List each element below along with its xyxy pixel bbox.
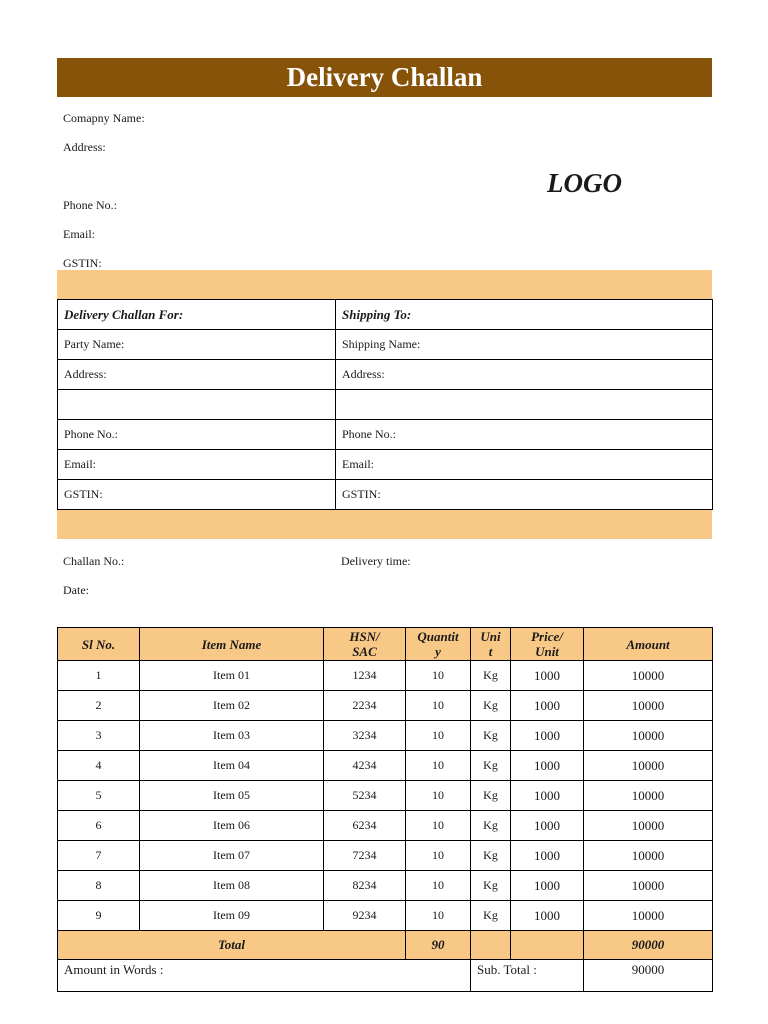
quantity-cell: 10 — [406, 841, 471, 871]
table-row — [58, 721, 713, 751]
unit-cell: Kg — [471, 721, 511, 751]
amount-cell: 10000 — [584, 661, 713, 691]
hsn-cell: 6234 — [324, 811, 406, 841]
shipping-gstin-label: GSTIN: — [336, 480, 713, 510]
sl-no-cell: 4 — [58, 751, 140, 781]
challan-no-label: Challan No.: — [63, 554, 125, 568]
shipping-email-label: Email: — [336, 450, 713, 480]
party-gstin-label: GSTIN: — [58, 480, 336, 510]
item-name-cell: Item 05 — [140, 781, 324, 811]
sl-no-cell: 9 — [58, 901, 140, 931]
hsn-cell: 7234 — [324, 841, 406, 871]
sub-total-label: Sub. Total : — [471, 960, 584, 992]
amount-cell: 10000 — [584, 901, 713, 931]
sl-no-cell: 2 — [58, 691, 140, 721]
table-row — [58, 901, 713, 931]
unit-cell: Kg — [471, 901, 511, 931]
table-row — [58, 360, 713, 390]
table-row — [58, 751, 713, 781]
total-label: Total — [58, 931, 406, 960]
page-title: Delivery Challan — [57, 58, 712, 97]
delivery-time-label: Delivery time: — [341, 554, 411, 568]
company-email-label: Email: — [63, 227, 95, 241]
party-details-table — [57, 299, 713, 510]
unit-header: Uni t — [471, 628, 511, 661]
hsn-cell: 9234 — [324, 901, 406, 931]
sl-no-cell: 7 — [58, 841, 140, 871]
unit-cell: Kg — [471, 841, 511, 871]
quantity-cell: 10 — [406, 781, 471, 811]
unit-cell: Kg — [471, 751, 511, 781]
price-cell: 1000 — [511, 781, 584, 811]
sl-no-header: Sl No. — [58, 628, 140, 661]
item-name-cell: Item 09 — [140, 901, 324, 931]
price-cell: 1000 — [511, 751, 584, 781]
table-row — [58, 661, 713, 691]
total-row — [58, 931, 713, 960]
table-row — [58, 871, 713, 901]
item-name-cell: Item 03 — [140, 721, 324, 751]
unit-cell: Kg — [471, 691, 511, 721]
hsn-cell: 4234 — [324, 751, 406, 781]
table-row — [58, 841, 713, 871]
total-amount: 90000 — [584, 931, 713, 960]
sl-no-cell: 6 — [58, 811, 140, 841]
challan-info — [57, 539, 712, 627]
sl-no-cell: 8 — [58, 871, 140, 901]
amount-cell: 10000 — [584, 751, 713, 781]
unit-cell: Kg — [471, 811, 511, 841]
hsn-cell: 1234 — [324, 661, 406, 691]
amount-in-words-label: Amount in Words : — [58, 960, 471, 992]
challan-for-header: Delivery Challan For: — [58, 300, 336, 330]
price-cell: 1000 — [511, 811, 584, 841]
amount-cell: 10000 — [584, 811, 713, 841]
sl-no-cell: 3 — [58, 721, 140, 751]
amount-cell: 10000 — [584, 841, 713, 871]
quantity-cell: 10 — [406, 751, 471, 781]
separator-band — [57, 270, 712, 299]
item-name-cell: Item 01 — [140, 661, 324, 691]
party-address-line-2 — [58, 390, 336, 420]
shipping-name-label: Shipping Name: — [336, 330, 713, 360]
table-row — [58, 330, 713, 360]
price-cell: 1000 — [511, 871, 584, 901]
company-address-label: Address: — [63, 140, 106, 154]
table-row — [58, 420, 713, 450]
hsn-cell: 2234 — [324, 691, 406, 721]
party-name-label: Party Name: — [58, 330, 336, 360]
price-header: Price/ Unit — [511, 628, 584, 661]
items-table — [57, 627, 713, 992]
item-name-header: Item Name — [140, 628, 324, 661]
unit-cell: Kg — [471, 661, 511, 691]
table-row — [58, 300, 713, 330]
quantity-cell: 10 — [406, 661, 471, 691]
date-label: Date: — [63, 583, 89, 597]
total-price-cell — [511, 931, 584, 960]
amount-header: Amount — [584, 628, 713, 661]
sub-total-value: 90000 — [584, 960, 713, 992]
price-cell: 1000 — [511, 901, 584, 931]
party-email-label: Email: — [58, 450, 336, 480]
price-cell: 1000 — [511, 661, 584, 691]
amount-cell: 10000 — [584, 721, 713, 751]
table-row — [58, 450, 713, 480]
table-row — [58, 781, 713, 811]
party-phone-label: Phone No.: — [58, 420, 336, 450]
quantity-cell: 10 — [406, 691, 471, 721]
table-row — [58, 480, 713, 510]
item-name-cell: Item 08 — [140, 871, 324, 901]
quantity-cell: 10 — [406, 811, 471, 841]
hsn-cell: 3234 — [324, 721, 406, 751]
table-row — [58, 390, 713, 420]
company-gstin-label: GSTIN: — [63, 256, 102, 270]
table-row — [58, 811, 713, 841]
quantity-cell: 10 — [406, 901, 471, 931]
price-cell: 1000 — [511, 691, 584, 721]
hsn-cell: 5234 — [324, 781, 406, 811]
items-header-row — [58, 628, 713, 661]
amount-cell: 10000 — [584, 781, 713, 811]
party-address-label: Address: — [58, 360, 336, 390]
price-cell: 1000 — [511, 841, 584, 871]
sl-no-cell: 5 — [58, 781, 140, 811]
amount-cell: 10000 — [584, 871, 713, 901]
company-info — [57, 97, 712, 270]
shipping-to-header: Shipping To: — [336, 300, 713, 330]
item-name-cell: Item 07 — [140, 841, 324, 871]
item-name-cell: Item 06 — [140, 811, 324, 841]
company-phone-label: Phone No.: — [63, 198, 117, 212]
item-name-cell: Item 02 — [140, 691, 324, 721]
delivery-challan-page — [57, 58, 712, 992]
logo-placeholder: LOGO — [547, 168, 622, 198]
quantity-header: Quantit y — [406, 628, 471, 661]
hsn-header: HSN/ SAC — [324, 628, 406, 661]
item-name-cell: Item 04 — [140, 751, 324, 781]
total-unit-cell — [471, 931, 511, 960]
shipping-phone-label: Phone No.: — [336, 420, 713, 450]
quantity-cell: 10 — [406, 871, 471, 901]
company-name-label: Comapny Name: — [63, 111, 145, 125]
total-quantity: 90 — [406, 931, 471, 960]
separator-band — [57, 510, 712, 539]
unit-cell: Kg — [471, 781, 511, 811]
shipping-address-label: Address: — [336, 360, 713, 390]
sl-no-cell: 1 — [58, 661, 140, 691]
quantity-cell: 10 — [406, 721, 471, 751]
unit-cell: Kg — [471, 871, 511, 901]
hsn-cell: 8234 — [324, 871, 406, 901]
table-row — [58, 691, 713, 721]
amount-cell: 10000 — [584, 691, 713, 721]
amount-words-row — [58, 960, 713, 992]
price-cell: 1000 — [511, 721, 584, 751]
shipping-address-line-2 — [336, 390, 713, 420]
